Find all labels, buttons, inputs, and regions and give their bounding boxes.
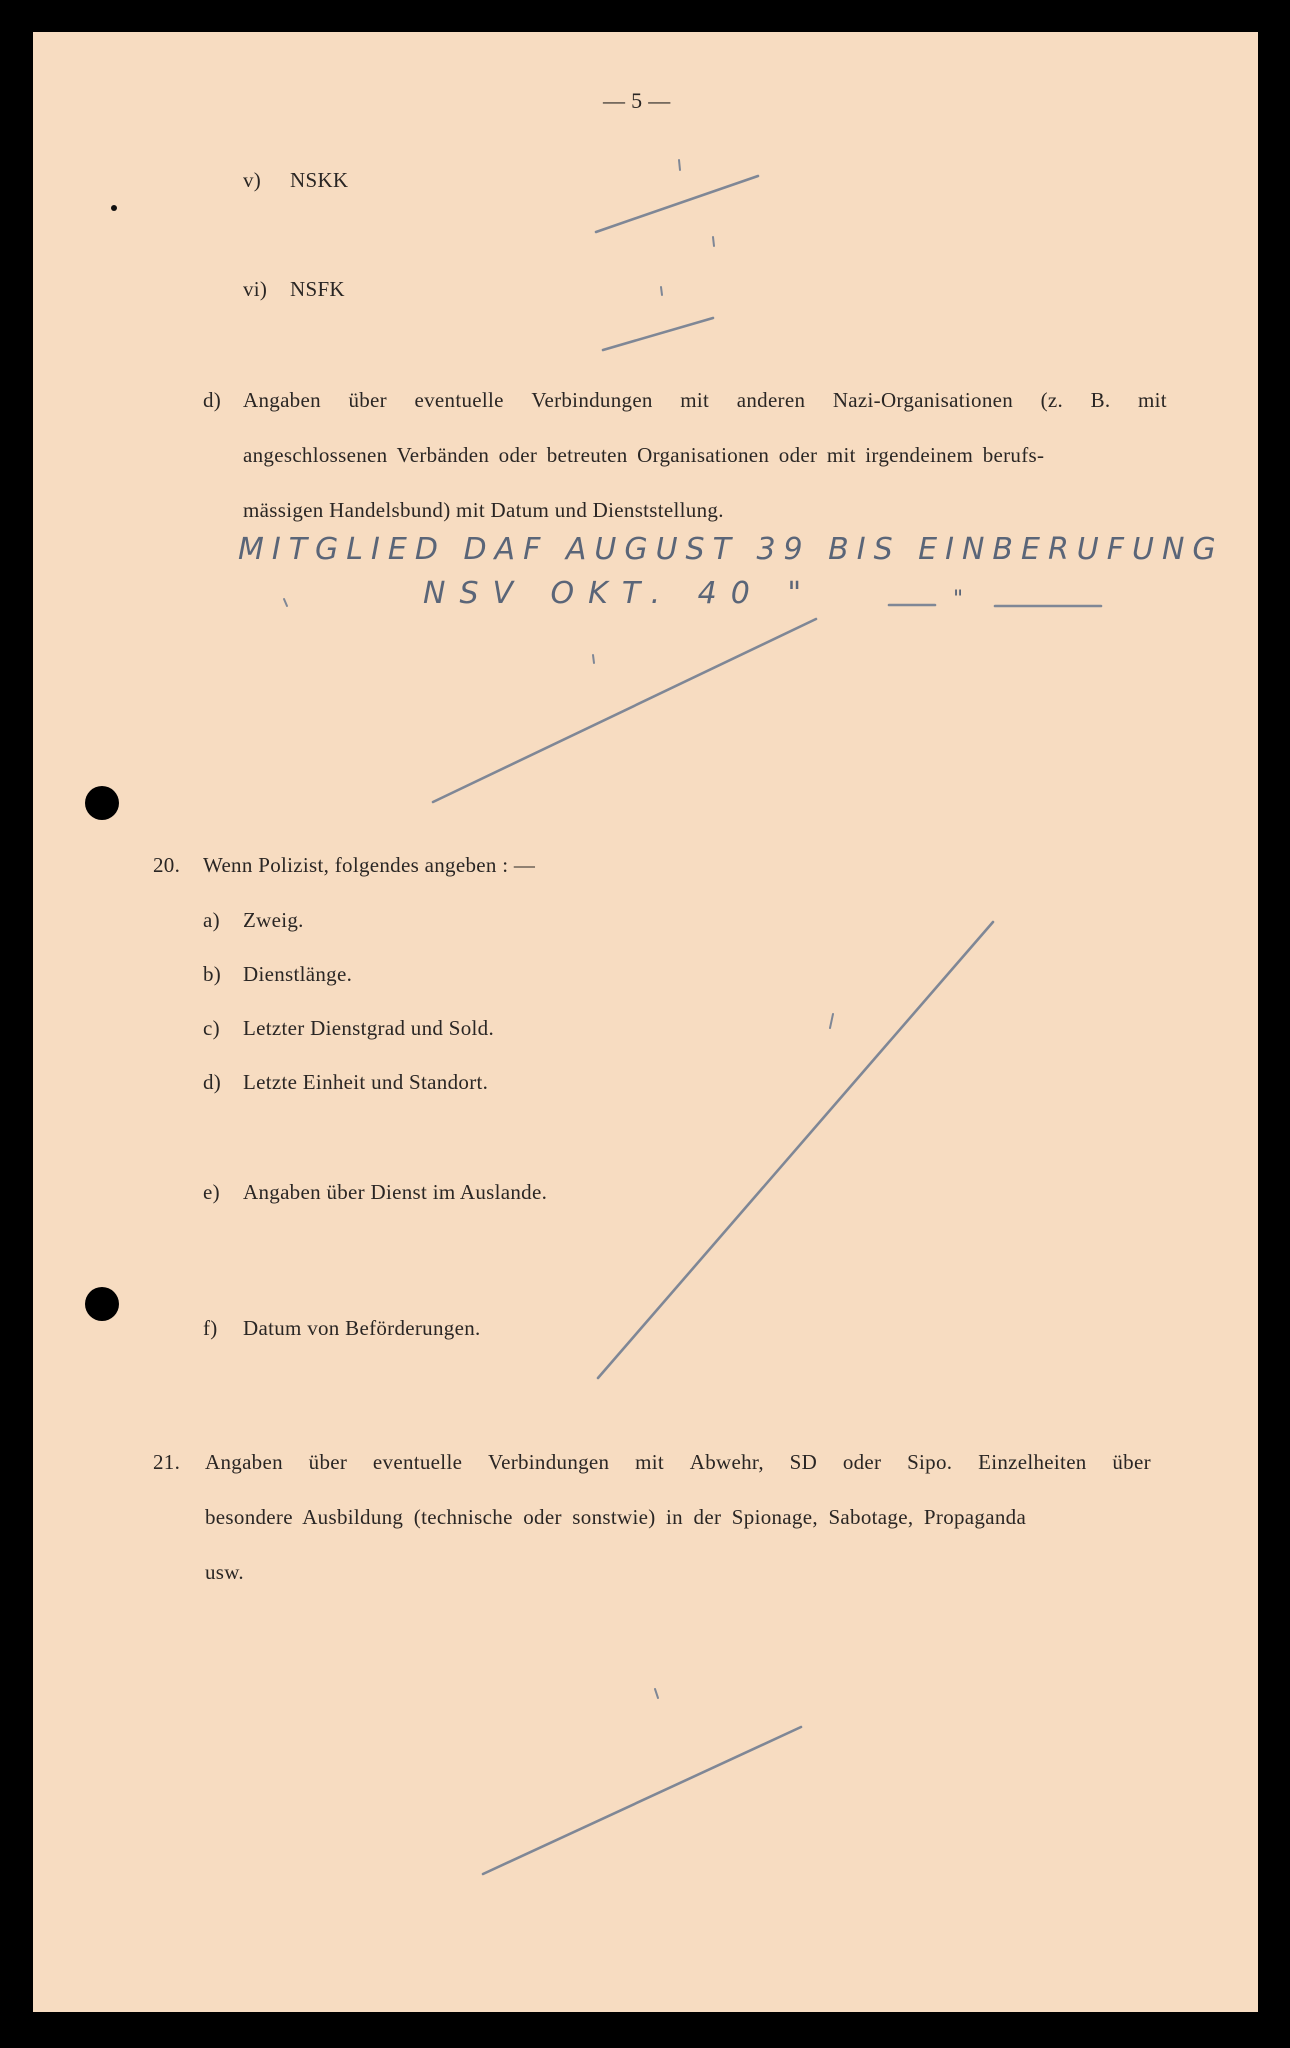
page-number: — 5 — <box>603 88 671 113</box>
q20-b-text: Dienstlänge. <box>243 962 353 986</box>
question-20-text: Wenn Polizist, folgendes angeben : — <box>203 853 536 877</box>
q20-a-label: a) <box>203 908 220 932</box>
handwritten-line-1: MITGLIED DAF AUGUST 39 BIS EINBERUFUNG <box>238 532 1224 567</box>
item-d-line-3: mässigen Handelsbund) mit Datum und Dienststellung. <box>243 498 724 522</box>
q20-c-label: c) <box>203 1016 220 1040</box>
question-21-number: 21. <box>153 1450 181 1474</box>
q20-d-text: Letzte Einheit und Standort. <box>243 1070 489 1094</box>
q20-c-text: Letzter Dienstgrad und Sold. <box>243 1016 495 1040</box>
handwritten-ditto-mark: " <box>953 587 972 612</box>
q20-e-label: e) <box>203 1180 220 1204</box>
q20-a-text: Zweig. <box>243 908 304 932</box>
item-v-label: v) <box>243 168 262 192</box>
item-d-label: d) <box>203 388 222 412</box>
handwritten-line-2: NSV OKT. 40 " <box>423 576 816 611</box>
question-20-number: 20. <box>153 853 181 877</box>
q20-b-label: b) <box>203 962 222 986</box>
question-21-line-2: besondere Ausbildung (technische oder sonstwie) in der Spionage, Sabotage, Propaganda <box>205 1505 1027 1529</box>
item-v-text: NSKK <box>290 168 349 192</box>
item-vi-label: vi) <box>243 277 268 301</box>
q20-f-label: f) <box>203 1316 218 1340</box>
q20-d-label: d) <box>203 1070 222 1094</box>
item-vi-text: NSFK <box>290 277 345 301</box>
q20-f-text: Datum von Beförderungen. <box>243 1316 481 1340</box>
question-21-line-1: Angaben über eventuelle Verbindungen mit Abwehr, SD oder Sipo. Einzelheiten über <box>205 1450 1151 1474</box>
question-21-line-3: usw. <box>205 1560 244 1584</box>
item-d-line-1: Angaben über eventuelle Verbindungen mit anderen Nazi-Organisationen (z. B. mit <box>243 388 1167 412</box>
item-d-line-2: angeschlossenen Verbänden oder betreuten Organisationen oder mit irgendeinem berufs- <box>243 443 1045 467</box>
q20-e-text: Angaben über Dienst im Auslande. <box>243 1180 548 1204</box>
pencil-strikeout-lines <box>33 32 1258 2012</box>
document-page <box>33 32 1258 2012</box>
